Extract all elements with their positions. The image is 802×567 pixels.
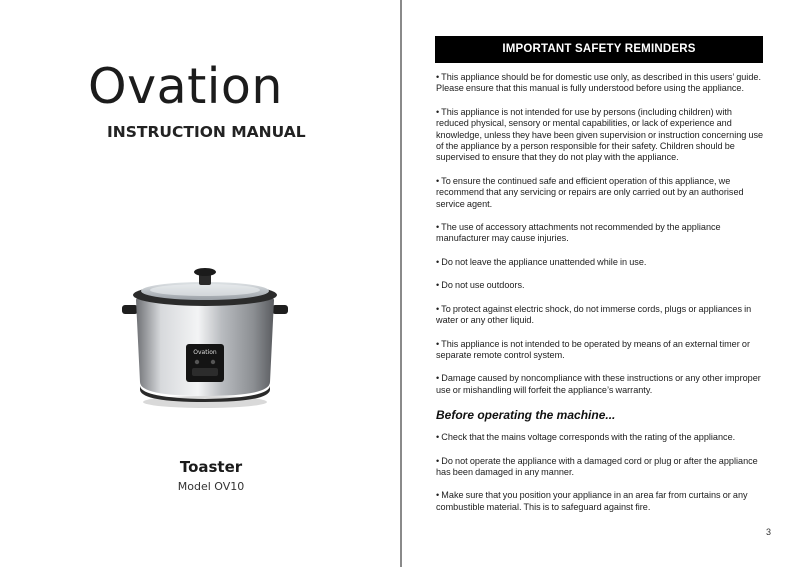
section-heading: Before operating the machine... [436, 408, 616, 423]
safety-paragraph: • Do not leave the appliance unattended while in use. [436, 256, 647, 267]
safety-paragraph: • Damage caused by noncompliance with these instructions or any other improper use or mishandling will forfeit the appliance’s warranty. [436, 373, 761, 395]
slow-cooker-photo [120, 262, 290, 412]
brand-logo: Ovation [88, 58, 283, 115]
safety-heading-banner: IMPORTANT SAFETY REMINDERS [435, 36, 763, 63]
operating-paragraph: • Do not operate the appliance with a damaged cord or plug or after the appliance has been damaged in any manner. [436, 455, 758, 477]
safety-paragraph: • To protect against electric shock, do not immerse cords, plugs or appliances in water or any other liquid. [436, 303, 752, 326]
safety-paragraph: • The use of accessory attachments not recommended by the appliance manufacturer may cause injuries. [436, 222, 721, 244]
safety-paragraph: • Do not use outdoors. [436, 280, 525, 291]
photo-badge: Ovation [193, 349, 217, 356]
safety-paragraph: • To ensure the continued safe and efficient operation of this appliance, we recommend that any servicing or repairs are only carried out by an authorised service agent. [436, 175, 744, 209]
product-name: Toaster [179, 458, 243, 476]
safety-rules [436, 72, 764, 525]
operating-paragraph: • Check that the mains voltage corresponds with the rating of the appliance. [436, 432, 736, 443]
model-number: Model OV10 [177, 480, 245, 493]
safety-paragraph: • This appliance is not intended for use by persons (including children) with reduced physical, sensory or mental capabilities, or lack of experience and knowledge, unless they have been given supervision or instruction concerning use of the appliance by a person responsible for their safety. Children should be supervised to ensure that they do not play with the appliance. [436, 106, 764, 163]
page-number: 3 [766, 527, 772, 537]
cover-page [0, 0, 400, 567]
safety-page [402, 0, 802, 567]
operating-paragraph: • Make sure that you position your appliance in an area far from curtains or any combustible material. This is to safeguard against fire. [436, 490, 748, 512]
safety-paragraph: • This appliance should be for domestic use only, as described in this users’ guide. Please ensure that this manual is fully understood before using the appliance. [436, 72, 761, 94]
safety-paragraph: • This appliance is not intended to be operated by means of an external timer or separate remote control system. [436, 338, 750, 360]
manual-subtitle: INSTRUCTION MANUAL [107, 123, 306, 141]
